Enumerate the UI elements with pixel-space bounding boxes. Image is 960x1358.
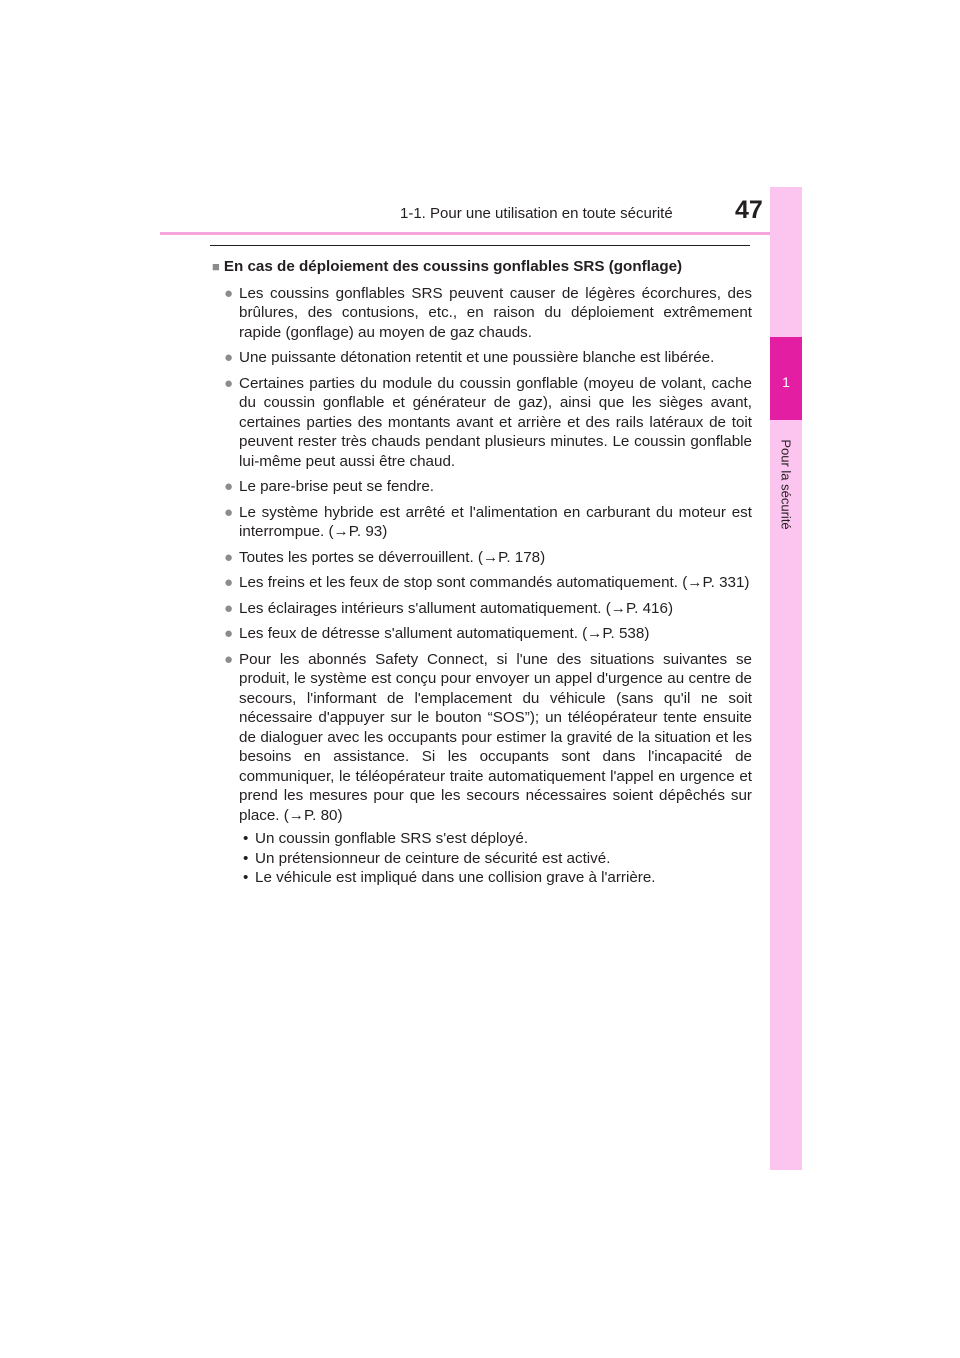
bullet-dot-icon: ● (224, 599, 234, 617)
list-item (212, 348, 752, 368)
bullet-dot-icon: ● (224, 625, 234, 642)
list-item (212, 624, 752, 644)
list-item-text: Le système hybride est arrêté et l'alimentation en carburant du moteur est interrompue. (→P. 93) (239, 503, 752, 540)
bullet-dot-icon: ● (224, 349, 234, 366)
list-item (212, 374, 752, 472)
list-item-text: Certaines parties du module du coussin gonflable (moyeu de volant, cache du coussin gonflable et générateur de gaz), ainsi que les sièges avant, certaines parties des montants avant et arrière et des rails latéraux de toit peuvent rester très chauds pendant plusieurs minutes. Le coussin gonflable lui-même peut aussi être chaud. (239, 374, 752, 470)
bullet-dot-icon: ● (224, 374, 234, 392)
list-item-text: Une puissante détonation retentit et une poussière blanche est libérée. (239, 349, 715, 366)
page-header-title: 1-1. Pour une utilisation en toute sécurité (400, 205, 673, 222)
small-bullet-icon: • (243, 869, 249, 886)
sub-list (239, 829, 752, 888)
small-bullet-icon: • (243, 830, 249, 847)
list-item (212, 284, 752, 343)
bullet-dot-icon: ● (224, 478, 234, 495)
main-content (212, 257, 752, 894)
bullet-dot-icon: ● (224, 548, 234, 566)
bullet-dot-icon: ● (224, 650, 234, 668)
page-number: 47 (735, 196, 763, 224)
sub-list-item (239, 829, 752, 849)
sub-list-item (239, 868, 752, 888)
sub-list-item (239, 849, 752, 869)
list-item-text: Le pare-brise peut se fendre. (239, 478, 435, 495)
bullet-dot-icon: ● (224, 503, 234, 521)
list-item (212, 548, 752, 568)
small-bullet-icon: • (243, 849, 249, 867)
sub-list-item-text: Le véhicule est impliqué dans une collision grave à l'arrière. (255, 869, 656, 886)
chapter-side-tab (770, 187, 802, 1170)
list-item (212, 599, 752, 619)
list-item (212, 650, 752, 888)
sub-list-item-text: Un coussin gonflable SRS s'est déployé. (255, 830, 529, 847)
chapter-number: 1 (782, 374, 790, 390)
section-heading-text: En cas de déploiement des coussins gonflables SRS (gonflage) (223, 258, 683, 275)
header-divider (160, 232, 800, 235)
list-item (212, 477, 752, 497)
list-item-text: Les éclairages intérieurs s'allument automatiquement. (→P. 416) (239, 599, 673, 617)
list-item-text: Toutes les portes se déverrouillent. (→P. 178) (239, 548, 546, 566)
list-item (212, 573, 752, 593)
chapter-label: Pour la sécurité (778, 439, 794, 530)
list-item-text: Les feux de détresse s'allument automatiquement. (→P. 538) (239, 625, 650, 642)
list-item-text: Les coussins gonflables SRS peuvent causer de légères écorchures, des brûlures, des contusions, etc., en raison du déploiement extrêmement rapide (gonflage) au moyen de gaz chauds. (239, 284, 752, 341)
bullet-dot-icon: ● (224, 284, 234, 302)
section-heading (212, 257, 752, 277)
list-item-text: Pour les abonnés Safety Connect, si l'une des situations suivantes se produit, le système est conçu pour envoyer un appel d'urgence au centre de secours, l'informant de l'emplacement du véhicule (sans qu'il ne soit nécessaire d'appuyer sur le bouton “SOS”); un téléopérateur tente ensuite de dialoguer avec les occupants pour estimer la gravité de la situation et les besoins en assistance. Si les occupants sont dans l'incapacité de communiquer, le téléopérateur traite automatiquement l'appel en urgence et prend les mesures pour que les secours nécessaires soient dépêchés sur place. (→P. 80) (239, 650, 752, 824)
bullet-dot-icon: ● (224, 574, 234, 591)
sub-list-item-text: Un prétensionneur de ceinture de sécurité est activé. (255, 849, 611, 867)
list-item (212, 503, 752, 542)
list-item-text: Les freins et les feux de stop sont commandés automatiquement. (→P. 331) (239, 574, 750, 591)
square-marker-icon: ■ (212, 259, 220, 274)
content-divider (210, 245, 750, 246)
